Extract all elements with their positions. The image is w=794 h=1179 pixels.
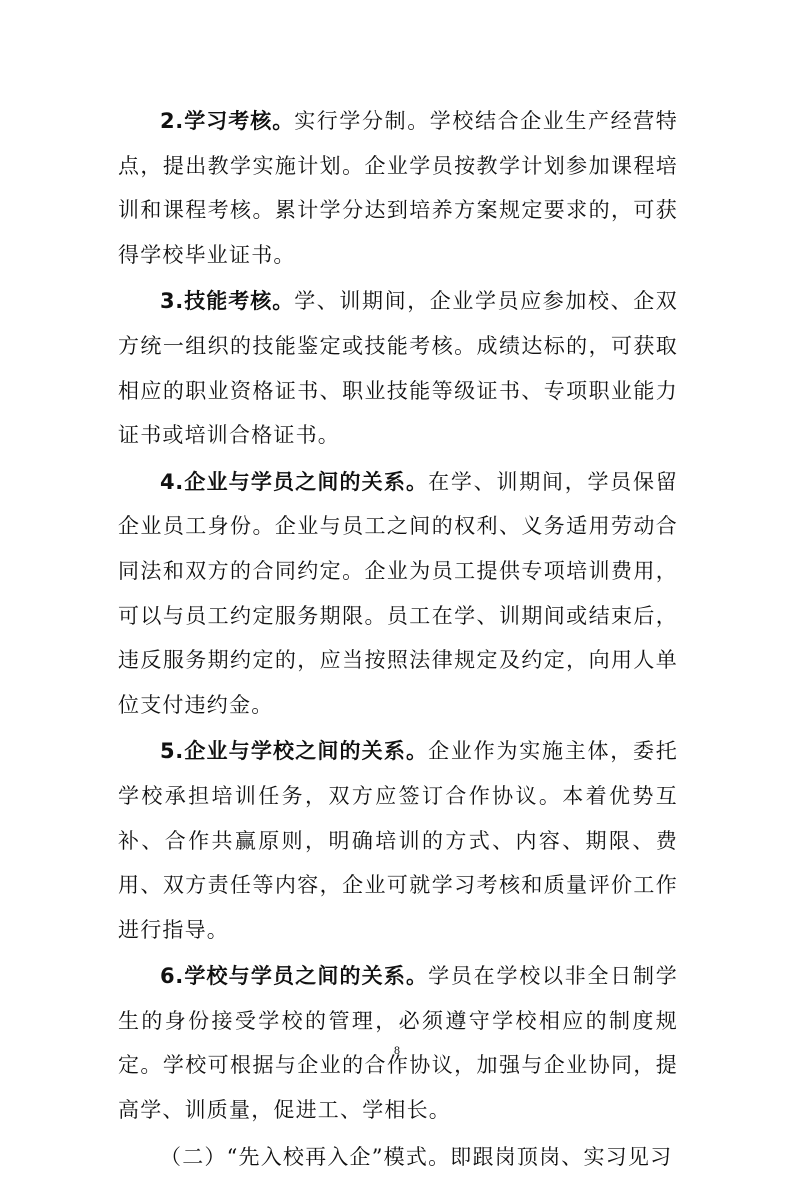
paragraph-text: 学、训期间，企业学员应参加校、企双方统一组织的技能鉴定或技能考核。成绩达标的，可获取相应的职业资格证书、职业技能等级证书、专项职业能力证书或培训合格证书。 bbox=[118, 289, 678, 448]
paragraph-heading: 4.企业与学员之间的关系。 bbox=[160, 469, 429, 494]
paragraph-text: 在学、训期间，学员保留企业员工身份。企业与员工之间的权利、义务适用劳动合同法和双方的合同约定。企业为员工提供专项培训费用，可以与员工约定服务期限。员工在学、训期间或结束后，违反服务期约定的，应当按照法律规定及约定，向用人单位支付违约金。 bbox=[118, 469, 678, 717]
paragraph-text: 企业作为实施主体，委托学校承担培训任务，双方应签订合作协议。本着优势互补、合作共赢原则，明确培训的方式、内容、期限、费用、双方责任等内容，企业可就学习考核和质量评价工作进行指导。 bbox=[118, 739, 678, 942]
paragraph-text: 学员在学校以非全日制学生的身份接受学校的管理，必须遵守学校相应的制度规定。学校可根据与企业的合作协议，加强与企业协同，提高学、训质量，促进工、学相长。 bbox=[118, 964, 678, 1123]
paragraph-heading: 3.技能考核。 bbox=[160, 289, 295, 314]
paragraph-heading: 2.学习考核。 bbox=[160, 109, 295, 133]
paragraph-enterprise-school-relation bbox=[118, 729, 678, 952]
paragraph-heading: 5.企业与学校之间的关系。 bbox=[160, 739, 429, 764]
paragraph-skill-assessment bbox=[118, 279, 678, 457]
paragraph-heading: 6.学校与学员之间的关系。 bbox=[160, 964, 429, 989]
paragraph-study-assessment bbox=[118, 99, 678, 277]
document-body bbox=[118, 99, 678, 1179]
paragraph-enterprise-trainee-relation bbox=[118, 460, 678, 728]
subsection-heading: （二）“先入校再入企”模式。即跟岗顶岗、实习见习 bbox=[160, 1144, 673, 1169]
paragraph-text: 实行学分制。学校结合企业生产经营特点，提出教学实施计划。企业学员按教学计划参加课程培训和课程考核。累计学分达到培养方案规定要求的，可获得学校毕业证书。 bbox=[118, 109, 678, 267]
page-number: 8 bbox=[394, 1043, 400, 1057]
